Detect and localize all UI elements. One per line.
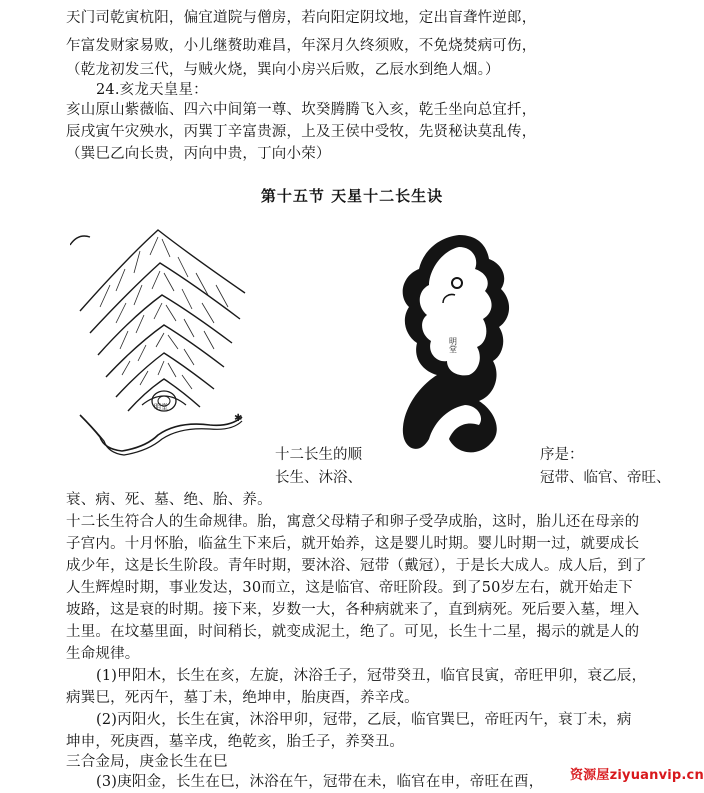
dragon-figure <box>383 225 528 470</box>
section-heading: 第十五节 天星十二长生诀 <box>260 187 444 205</box>
text-line: 病巽巳，死丙午，墓丁未，绝坤申，胎庚酉，养辛戌。 <box>66 690 419 706</box>
text-line: （乾龙初发三代，与贼火烧，巽向小房兴后败，乙辰水到绝人烟。） <box>66 62 500 78</box>
text-line: (3)庚阳金，长生在巳，沐浴在午，冠带在未，临官在申，帝旺在酉， <box>96 774 544 790</box>
text-line: 辰戌寅午灾殃水，丙巽丁辛富贵源，上及王侯中受牧，先贤秘诀莫乱传， <box>66 124 537 140</box>
center-label: 明堂 <box>448 337 458 353</box>
text-line: 成少年，这是长生阶段。青年时期，要沐浴、冠带（戴冠），于是长大成人。成人后，到了 <box>66 558 647 574</box>
text-line: 乍富发财家易败，小儿继赘助难昌，年深月久终须败，不免烧焚病可伤， <box>66 38 537 54</box>
text-line: 十二长生符合人的生命规律。胎，寓意父母精子和卵子受孕成胎，这时，胎儿还在母亲的 <box>66 514 640 530</box>
text-line: 生命规律。 <box>66 646 140 662</box>
text-line: 土里。在坟墓里面，时间稍长，就变成泥土，绝了。可见，长生十二星，揭示的就是人的 <box>66 624 640 640</box>
text-line: (2)丙阳火，长生在寅，沐浴甲卯，冠带，乙辰，临官巽巳，帝旺丙午，衰丁未，病 <box>96 712 632 728</box>
watermark: 资源屋ziyuanvip.cn <box>570 768 704 783</box>
caption-part-2: 序是： <box>540 447 584 463</box>
text-line: (1)甲阳木，长生在亥，左旋，沐浴壬子，冠带癸丑，临官艮寅，帝旺甲卯，衰乙辰， <box>96 668 647 684</box>
subsection-title: 24.亥龙天皇星： <box>96 82 208 98</box>
caption-part-4: 冠带、临官、帝旺、 <box>540 470 671 486</box>
text-line: 坡路，这是衰的时期。接下来，岁数一大，各种病就来了，直到病死。死后要入墓，埋入 <box>66 602 640 618</box>
hut-label: 明堂 <box>154 403 168 411</box>
text-line: 人生辉煌时期，事业发达，30而立，这是临官、帝旺阶段。到了50岁左右，就开始走下 <box>66 580 633 596</box>
text-line: 天门司乾寅杭阳，偏宜道院与僧房，若向阳定阴坟地，定出盲聋忤逆郎， <box>66 10 537 26</box>
text-line: 子宫内。十月怀胎，临盆生下来后，就开始养，这是婴儿时期。婴儿时期一过，就要成长 <box>66 536 640 552</box>
text-line: 三合金局，庚金长生在巳 <box>66 754 228 770</box>
caption-part-1: 十二长生的顺 <box>275 447 362 463</box>
caption-part-3: 长生、沐浴、 <box>275 470 362 486</box>
text-line: （巽巳乙向长贵，丙向中贵，丁向小荣） <box>66 146 331 162</box>
text-line: 亥山原山紫薇临、四六中间第一尊、坎癸腾腾飞入亥，乾壬坐向总宜扦， <box>66 102 537 118</box>
star-mark: ✱ <box>234 413 243 424</box>
mountain-figure <box>70 215 270 475</box>
text-line: 衰、病、死、墓、绝、胎、养。 <box>66 492 272 508</box>
text-line: 坤申，死庚酉，墓辛戌，绝乾亥，胎壬子，养癸丑。 <box>66 734 405 750</box>
